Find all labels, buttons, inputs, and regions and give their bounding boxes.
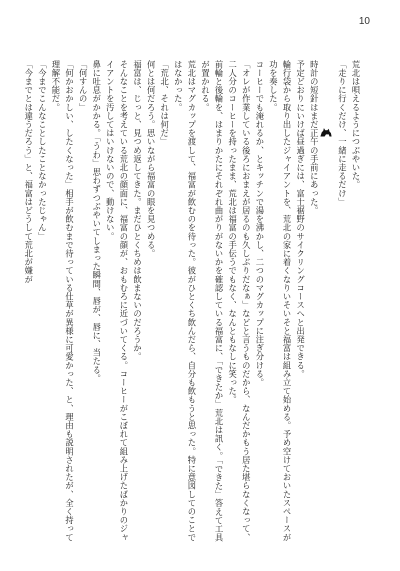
paragraph: 「荒北、それは何だ」	[159, 60, 170, 146]
paragraph: 時計の短針はまだ正午の手前にあった。	[309, 60, 320, 215]
paragraph: 「何すんの」	[78, 60, 89, 112]
section-gap	[320, 60, 335, 550]
paragraph: 「走りに行くだけ、一緒に走るだけ」	[337, 60, 348, 207]
paragraph: 輪行袋から取り出したジャイアントを、荒北の家に着くなりいそいそと福富は組み立て始める。予め空けておいたスペースが功を奏した。	[268, 60, 293, 542]
paragraph: 「何かおかしい、したくなった」相手が飲むまで待っている仕草が異様に可愛かった、と、理由も説明されたが、全く持って理解不能だ。	[50, 60, 75, 542]
paragraph: 予定どおりにいけば昼過ぎには、富士裾野のサイクリングコースへと出発できる。	[295, 60, 306, 379]
paragraph: 荒北は唄えるようにつぶやいた。	[351, 60, 361, 189]
paragraph: 荒北はマグカップを渡して、福富が飲むのを待った。彼がひとくち飲んだら、自分も飲もうと思った。特に意図してのことではなかった。	[173, 60, 197, 542]
paragraph: 「オレが作業している後ろにおまえが居るのも久しぶりだなぁ」などと言うものだから、なんだかもう居た堪らなくなって、二人分のコーヒーを持ったまま、荒北は福富の手伝うでもなく、なんともなしに笑った。	[227, 60, 252, 542]
paragraph: 「今までとは違うだろう」と、福富はどうして荒北が嫌が	[23, 60, 34, 284]
paragraph: 鼻に吐息がかかる。「うわ」思わずつぶやいてしまった瞬間、唇が、唇に、当たる。	[91, 60, 102, 383]
paragraph: 何とは何だろう。思いながら福富の眼を見つめる。	[146, 60, 157, 258]
vertical-text-body	[23, 60, 362, 550]
paragraph: 「今までこんなことしたことなかったじゃん」	[37, 60, 48, 241]
page-number: 10	[358, 16, 370, 27]
paragraph: そんなことを考えている荒北の顔面に、福富の顔が、おもむろに近づいてくる。コーヒーがこぼれて組み上げたばかりのジャイアントを汚してはいけないので、動けない。	[105, 60, 129, 542]
paragraph: 前輪と後輪を、はまりかたにそれぞれ曲がりがないかを確認している福富に、「できたか」荒北は訊く。「できた」答えて工具が置かれる。	[200, 60, 225, 542]
paragraph: コーヒーでも淹れるか、とキッチンで湯を沸かし、二つのマグカップに注ぎ分ける。	[254, 60, 265, 387]
paragraph: 福富は、じっと、見つめ返してきた。まだひとくちめは飲まないのだろうか。	[132, 60, 143, 361]
